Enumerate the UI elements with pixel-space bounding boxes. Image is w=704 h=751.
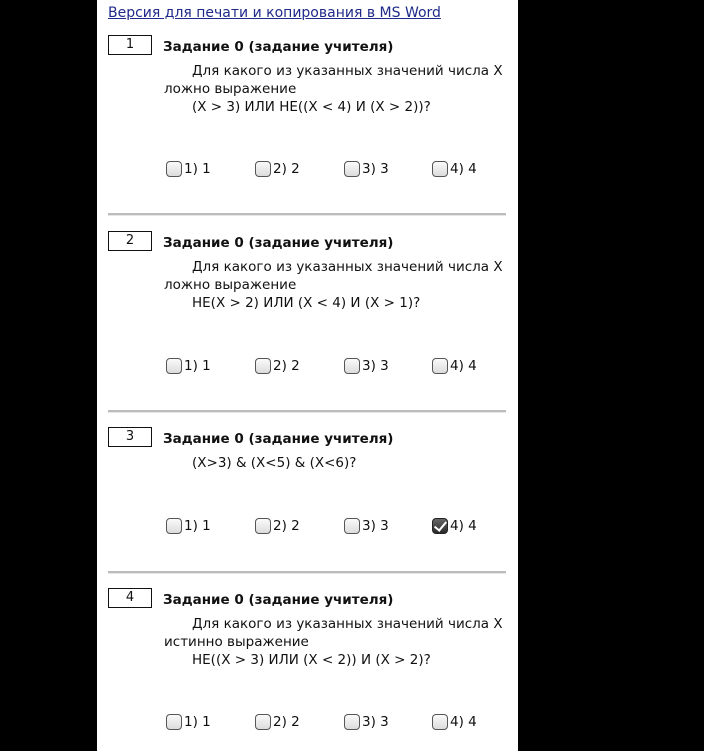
task-number: 1 [108, 35, 152, 55]
answer-label: 1) 1 [184, 518, 211, 534]
answer-options [97, 712, 518, 732]
question-text [164, 258, 510, 312]
answer-label: 2) 2 [273, 161, 300, 177]
checkbox[interactable] [166, 358, 182, 374]
task-number: 4 [108, 588, 152, 608]
checkbox[interactable] [255, 358, 271, 374]
answer-option-1[interactable] [166, 712, 211, 732]
checkbox[interactable] [344, 161, 360, 177]
task-title: Задание 0 (задание учителя) [163, 431, 394, 447]
divider [108, 571, 506, 574]
question-expression: (X > 3) ИЛИ НЕ((X < 4) И (X > 2))? [192, 99, 431, 115]
answer-option-1[interactable] [166, 159, 211, 179]
question-text [164, 62, 510, 116]
checkbox[interactable] [432, 358, 448, 374]
answer-option-4[interactable] [432, 516, 477, 536]
answer-option-2[interactable] [255, 712, 300, 732]
question-statement: Для какого из указанных значений числа X ложно выражение [164, 63, 503, 97]
print-version-link[interactable]: Версия для печати и копирования в MS Word [108, 5, 441, 21]
task-number: 2 [108, 231, 152, 251]
answer-option-4[interactable] [432, 356, 477, 376]
answer-option-2[interactable] [255, 159, 300, 179]
answer-option-3[interactable] [344, 516, 389, 536]
answer-option-3[interactable] [344, 159, 389, 179]
checkbox[interactable] [432, 714, 448, 730]
checkbox[interactable] [166, 714, 182, 730]
answer-label: 4) 4 [450, 161, 477, 177]
answer-label: 1) 1 [184, 714, 211, 730]
question-text [164, 454, 510, 472]
checkbox[interactable] [255, 518, 271, 534]
answer-options [97, 356, 518, 376]
answer-option-2[interactable] [255, 516, 300, 536]
answer-option-4[interactable] [432, 712, 477, 732]
question-expression: НЕ((X > 3) ИЛИ (X < 2)) И (X > 2)? [192, 652, 431, 668]
divider [108, 213, 506, 216]
checkbox[interactable] [344, 714, 360, 730]
answer-label: 3) 3 [362, 161, 389, 177]
page [97, 0, 518, 751]
answer-label: 3) 3 [362, 714, 389, 730]
answer-label: 2) 2 [273, 518, 300, 534]
answer-option-2[interactable] [255, 356, 300, 376]
question-expression: (X>3) & (X<5) & (X<6)? [192, 455, 357, 471]
answer-option-4[interactable] [432, 159, 477, 179]
question-expression: НЕ(X > 2) ИЛИ (X < 4) И (X > 1)? [192, 295, 421, 311]
checkbox[interactable] [255, 714, 271, 730]
answer-option-1[interactable] [166, 516, 211, 536]
answer-options [97, 159, 518, 179]
checkbox[interactable] [166, 518, 182, 534]
checkbox[interactable] [255, 161, 271, 177]
answer-option-3[interactable] [344, 712, 389, 732]
checkbox[interactable] [344, 358, 360, 374]
checkbox-checked[interactable] [432, 518, 448, 534]
answer-option-1[interactable] [166, 356, 211, 376]
checkbox[interactable] [432, 161, 448, 177]
answer-label: 1) 1 [184, 358, 211, 374]
answer-label: 3) 3 [362, 518, 389, 534]
task-title: Задание 0 (задание учителя) [163, 39, 394, 55]
answer-label: 1) 1 [184, 161, 211, 177]
answer-label: 4) 4 [450, 714, 477, 730]
task-title: Задание 0 (задание учителя) [163, 592, 394, 608]
divider [108, 410, 506, 413]
checkbox[interactable] [166, 161, 182, 177]
task-number: 3 [108, 427, 152, 447]
question-text [164, 615, 510, 669]
answer-label: 2) 2 [273, 358, 300, 374]
answer-label: 4) 4 [450, 358, 477, 374]
question-statement: Для какого из указанных значений числа X истинно выражение [164, 616, 503, 650]
task-title: Задание 0 (задание учителя) [163, 235, 394, 251]
checkbox[interactable] [344, 518, 360, 534]
question-statement: Для какого из указанных значений числа X ложно выражение [164, 259, 503, 293]
answer-label: 2) 2 [273, 714, 300, 730]
answer-options [97, 516, 518, 536]
answer-label: 4) 4 [450, 518, 477, 534]
answer-option-3[interactable] [344, 356, 389, 376]
answer-label: 3) 3 [362, 358, 389, 374]
